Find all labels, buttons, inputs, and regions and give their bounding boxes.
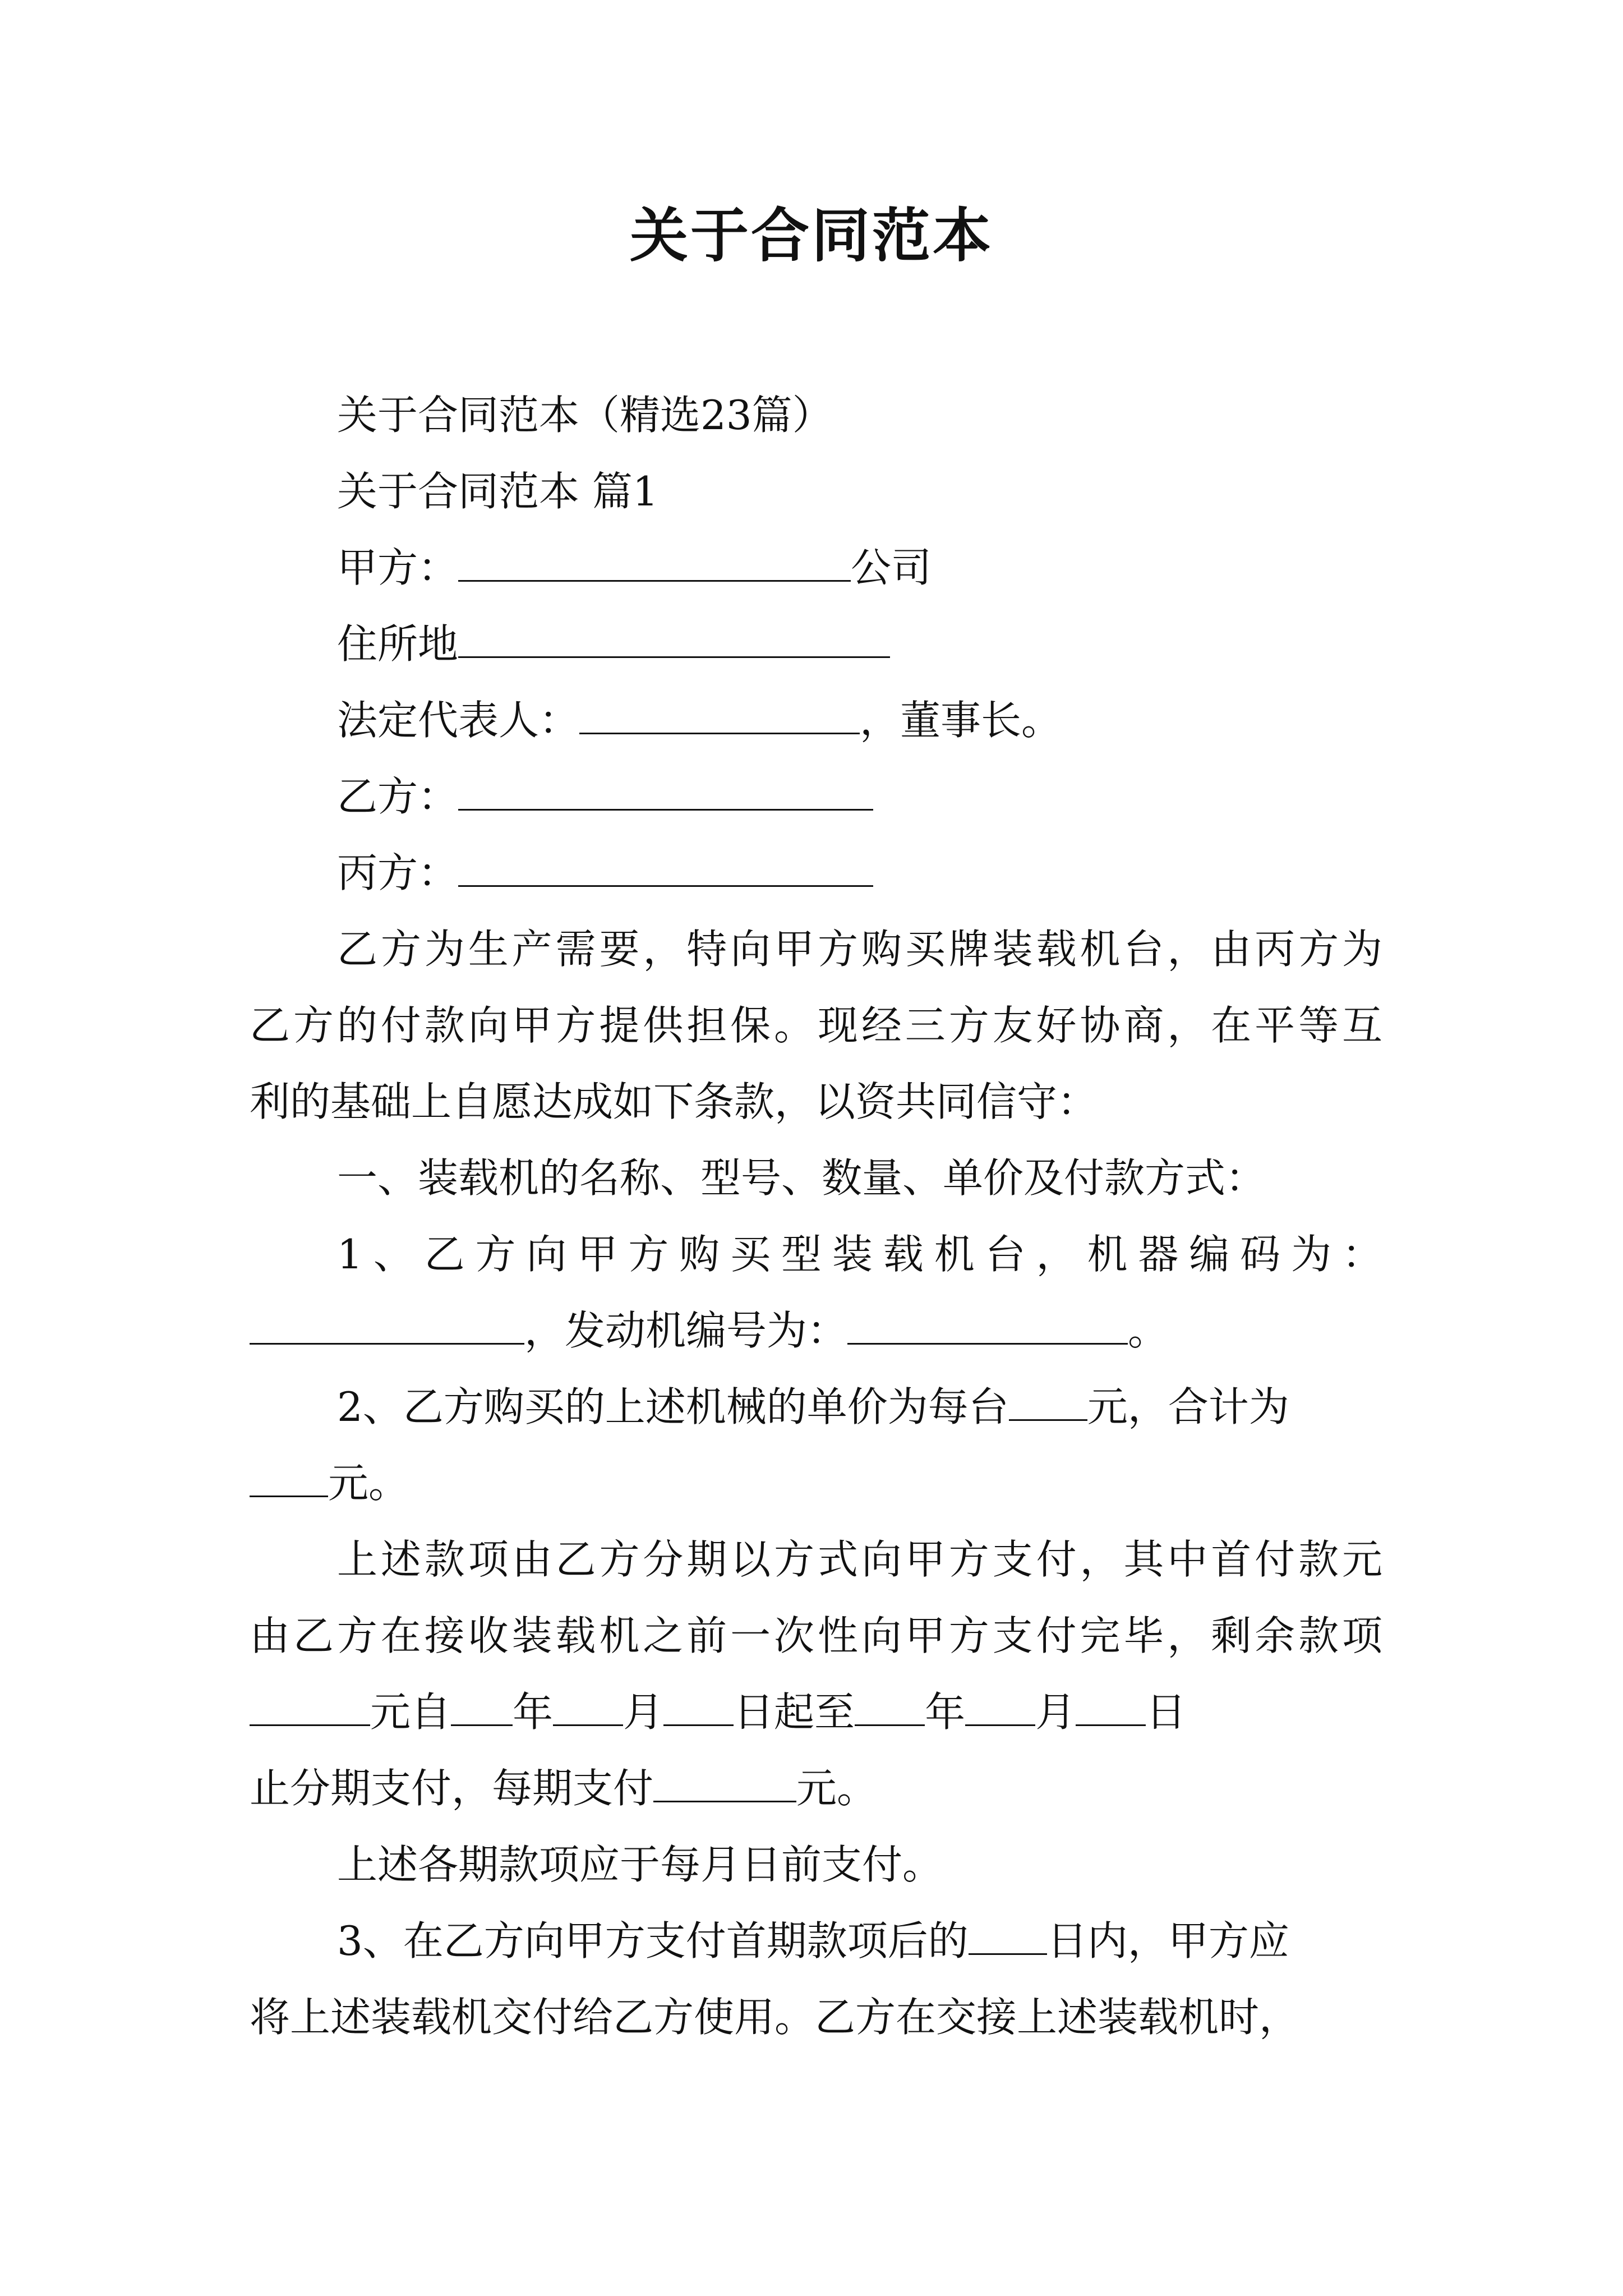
party-b-blank[interactable] [458, 771, 873, 811]
party-a-blank[interactable] [458, 542, 851, 582]
item1-line-1: 1、乙方向甲方购买型装载机台，机器编码为： [337, 1231, 1382, 1278]
monthly-note: 上述各期款项应于每月日前支付。 [337, 1841, 943, 1888]
party-a-suffix: 公司 [851, 544, 932, 591]
item3-line-1 [250, 1903, 1382, 1979]
remaining-amount-blank[interactable] [250, 1686, 370, 1726]
start-year-blank[interactable] [451, 1686, 513, 1726]
party-a-label: 甲方： [337, 544, 459, 591]
pay-year-1: 年 [513, 1688, 554, 1736]
item2-end: 元。 [328, 1460, 409, 1507]
address-blank[interactable] [458, 618, 890, 658]
legal-rep-line [250, 682, 1382, 758]
engine-number-label: ，发动机编号为： [524, 1307, 848, 1354]
pay-line4-end: 元。 [796, 1765, 878, 1812]
pay-day-until: 日起至 [734, 1688, 855, 1736]
delivery-days-blank[interactable] [969, 1915, 1047, 1955]
payment-line-1: 上述款项由乙方分期以方式向甲方支付，其中首付款元 [337, 1536, 1382, 1583]
preamble-line-3: 利的基础上自愿达成如下条款，以资共同信守： [250, 1078, 1098, 1125]
preamble-line-1: 乙方为生产需要，特向甲方购买牌装载机台，由丙方为 [337, 926, 1382, 973]
part-heading: 关于合同范本 篇1 [337, 468, 658, 515]
item2-pre: 2、乙方购买的上述机械的单价为每台 [337, 1383, 1009, 1430]
installment-amount-blank[interactable] [653, 1763, 796, 1802]
engine-number-blank[interactable] [847, 1305, 1128, 1345]
item1-line-2 [250, 1292, 1382, 1369]
payment-line-3 [250, 1674, 1382, 1750]
item2-mid: 元，合计为 [1087, 1383, 1289, 1430]
pay-yuan-from: 元自 [370, 1688, 451, 1736]
item3-line-2: 将上述装载机交付给乙方使用。乙方在交接上述装载机时， [250, 1994, 1300, 2041]
pay-line4-pre: 止分期支付，每期支付 [250, 1765, 654, 1812]
item3-end: 日内，甲方应 [1046, 1917, 1289, 1964]
pay-month-1: 月 [623, 1688, 664, 1736]
legal-rep-blank[interactable] [579, 694, 860, 734]
party-b-label: 乙方： [337, 773, 459, 820]
party-c-line [250, 835, 1382, 911]
party-b-line [250, 758, 1382, 835]
document-body [250, 377, 1382, 2055]
item3-pre: 3、在乙方向甲方支付首期款项后的 [337, 1917, 969, 1964]
document-title: 关于合同范本 [629, 201, 993, 270]
payment-line-4 [250, 1750, 1382, 1826]
unit-price-blank[interactable] [1009, 1381, 1087, 1421]
pay-month-2: 月 [1035, 1688, 1076, 1736]
pay-year-2: 年 [925, 1688, 966, 1736]
start-month-blank[interactable] [553, 1686, 623, 1726]
address-line [250, 606, 1382, 682]
legal-rep-label: 法定代表人： [337, 697, 580, 744]
party-a-line [250, 530, 1382, 606]
section1-heading: 一、装载机的名称、型号、数量、单价及付款方式： [337, 1154, 1266, 1202]
preamble-line-2: 乙方的付款向甲方提供担保。现经三方友好协商，在平等互 [250, 1002, 1382, 1049]
item2-line-2 [250, 1445, 1382, 1521]
subtitle-line: 关于合同范本（精选23篇） [337, 392, 833, 439]
payment-line-2: 由乙方在接收装载机之前一次性向甲方支付完毕，剩余款项 [250, 1612, 1382, 1659]
party-c-label: 丙方： [337, 849, 459, 896]
item2-line-1 [250, 1369, 1382, 1445]
legal-rep-suffix: ，董事长。 [860, 697, 1062, 744]
party-c-blank[interactable] [458, 847, 873, 887]
end-year-blank[interactable] [855, 1686, 925, 1726]
total-price-blank[interactable] [250, 1457, 328, 1497]
pay-day-2: 日 [1146, 1688, 1187, 1736]
machine-code-blank[interactable] [250, 1305, 524, 1345]
end-day-blank[interactable] [1076, 1686, 1146, 1726]
item1-end: 。 [1128, 1307, 1169, 1354]
end-month-blank[interactable] [965, 1686, 1035, 1726]
start-day-blank[interactable] [663, 1686, 734, 1726]
address-label: 住所地 [337, 620, 459, 668]
